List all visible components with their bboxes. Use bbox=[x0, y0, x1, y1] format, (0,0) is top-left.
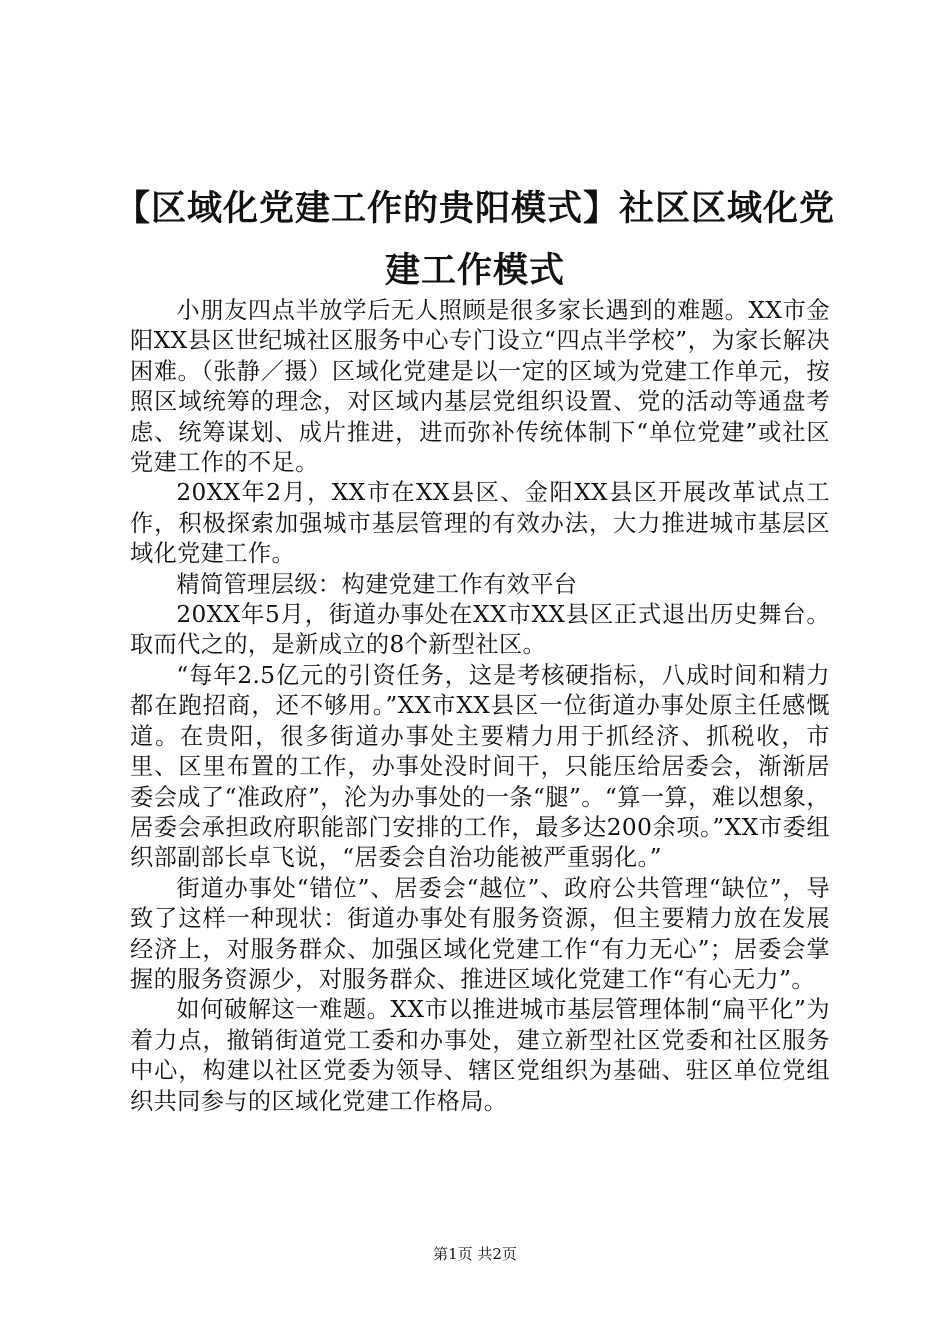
paragraph: 如何破解这一难题。XX市以推进城市基层管理体制“扁平化”为着力点，撤销街道党工委和办事处，建立新型社区党委和社区服务中心，构建以社区党委为领导、辖区党组织为基础、驻区单位党组织共同参与的区域化党建工作格局。 bbox=[130, 996, 830, 1115]
paragraph: 小朋友四点半放学后无人照顾是很多家长遇到的难题。XX市金阳XX县区世纪城社区服务中心专门设立“四点半学校”，为家长解决困难。（张静／摄）区域化党建是以一定的区域为党建工作单元，按照区域统筹的理念，对区域内基层党组织设置、党的活动等通盘考虑、统筹谋划、成片推进，进而弥补传统体制下“单位党建”或社区党建工作的不足。 bbox=[130, 297, 830, 477]
paragraph: 街道办事处“错位”、居委会“越位”、政府公共管理“缺位”，导致了这样一种现状：街道办事处有服务资源，但主要精力放在发展经济上，对服务群众、加强区域化党建工作“有力无心”；居委会掌握的服务资源少，对服务群众、推进区域化党建工作“有心无力”。 bbox=[130, 874, 830, 993]
document-body bbox=[130, 296, 830, 1117]
page-number-footer: 第1页 共2页 bbox=[433, 1245, 517, 1263]
paragraph: 20XX年5月，街道办事处在XX市XX县区正式退出历史舞台。取而代之的，是新成立的8个新型社区。 bbox=[130, 601, 830, 659]
title-line-1: 【区域化党建工作的贵阳模式】社区区域化党 bbox=[114, 189, 835, 229]
section-heading: 精简管理层级：构建党建工作有效平台 bbox=[176, 570, 578, 598]
title-line-2: 建工作模式 bbox=[384, 251, 565, 291]
paragraph: “每年2.5亿元的引资任务，这是考核硬指标，八成时间和精力都在跑招商，还不够用。”XX市XX县区一位街道办事处原主任感慨道。在贵阳，很多街道办事处主要精力用于抓经济、抓税收，市里、区里布置的工作，办事处没时间干，只能压给居委会，渐渐居委会成了“准政府”，沦为办事处的一条“腿”。“算一算，难以想象，居委会承担政府职能部门安排的工作，最多达200余项。”XX市委组织部副部长卓飞说，“居委会自治功能被严重弱化。” bbox=[130, 661, 830, 872]
paragraph: 20XX年2月，XX市在XX县区、金阳XX县区开展改革试点工作，积极探索加强城市基层管理的有效办法，大力推进城市基层区域化党建工作。 bbox=[130, 479, 830, 568]
document-title bbox=[100, 178, 850, 302]
